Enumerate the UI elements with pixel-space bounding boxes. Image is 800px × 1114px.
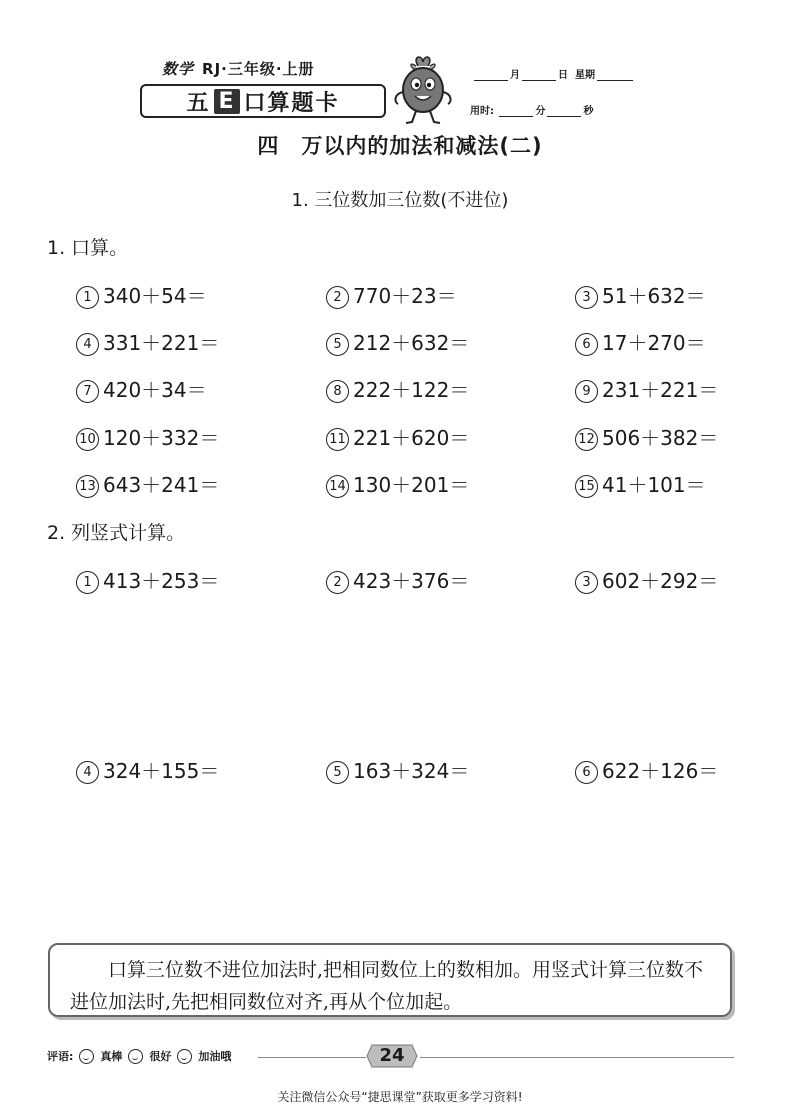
oral-problem: 4 331＋221＝ [76,327,219,356]
unit-title: 四 万以内的加法和减法(二) [257,134,543,158]
footer-note: 关注微信公众号“捷思课堂”获取更多学习资料! [277,1090,523,1104]
vertical-problem: 6 622＋126＝ [575,755,718,784]
oral-problem: 11 221＋620＝ [326,422,469,451]
footer-divider [258,1057,366,1058]
oral-problem: 1 340＋54＝ [76,280,207,309]
vertical-problem: 2 423＋376＝ [326,565,469,594]
oral-problem: 2 770＋23＝ [326,280,457,309]
vertical-problem: 3 602＋292＝ [575,565,718,594]
vertical-problem: 5 163＋324＝ [326,755,469,784]
mascot-illustration [388,52,458,126]
lesson-title: 1. 三位数加三位数(不进位) [291,190,509,211]
date-field: 月 日 星期 [472,66,635,81]
oral-problem: 12 506＋382＝ [575,422,718,451]
oral-problem: 9 231＋221＝ [575,374,718,403]
oral-problem: 13 643＋241＝ [76,469,219,498]
smiley-icon [79,1049,94,1064]
section2-heading: 2. 列竖式计算。 [47,522,186,544]
smiley-icon [128,1049,143,1064]
smiley-icon [177,1049,192,1064]
summary-box [48,943,732,1017]
summary-text: 口算三位数不进位加法时,把相同数位上的数相加。用竖式计算三位数不进位加法时,先把相同数位对齐,再从个位加起。 [70,959,704,1013]
vertical-problem: 4 324＋155＝ [76,755,219,784]
footer-divider [420,1057,734,1058]
oral-problem: 5 212＋632＝ [326,327,469,356]
oral-problem: 8 222＋122＝ [326,374,469,403]
rating-row: 评语: 真棒 很好 加油哦 [47,1050,232,1063]
oral-problem: 15 41＋101＝ [575,469,706,498]
brand-title: 五 E 口算题卡 [140,84,386,118]
oral-problem: 10 120＋332＝ [76,422,219,451]
oral-problem: 3 51＋632＝ [575,280,706,309]
section1-heading: 1. 口算。 [47,237,129,259]
subject-label: 数学 RJ·三年级·上册 [162,60,315,78]
oral-problem: 7 420＋34＝ [76,374,207,403]
page-number: 24 [379,1045,405,1066]
vertical-problem: 1 413＋253＝ [76,565,219,594]
oral-problem: 14 130＋201＝ [326,469,469,498]
oral-problem: 6 17＋270＝ [575,327,706,356]
time-field: 用时: 分 秒 [470,106,594,117]
